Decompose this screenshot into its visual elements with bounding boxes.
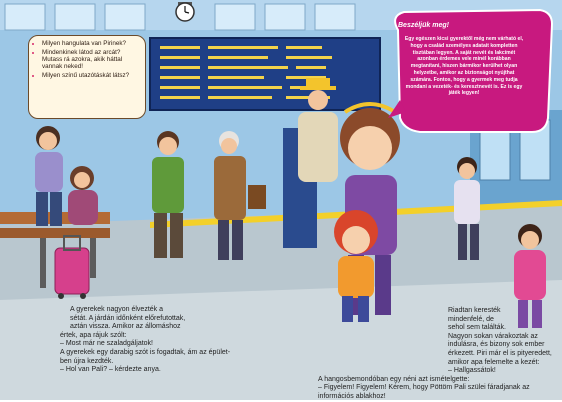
station-clock bbox=[176, 2, 194, 21]
story-line: Riadtan keresték bbox=[448, 307, 501, 314]
story-line: érkezett. Piri már el is pityeredett, bbox=[448, 349, 552, 357]
story-line: A hangosbemondóban egy néni azt ismételgette: bbox=[318, 375, 470, 383]
story-right bbox=[318, 307, 554, 402]
story-line: A gyerekek egy darabig szót is fogadtak, ám az épület- bbox=[60, 348, 231, 356]
talk-title: Beszéljük meg! bbox=[398, 22, 449, 29]
story-line: A gyerekek nagyon élvezték a bbox=[70, 306, 164, 313]
story-line: értek, apa rájuk szólt: bbox=[60, 331, 127, 339]
story-line: információs ablakhoz! bbox=[318, 392, 386, 400]
talk-body: Egy egészen kicsi gyerektől még nem várható el, hogy a család személyes adatait kompletten tisztában legyen. A saját nevét és lakcímét azonban érdemes vele minél korábban megtanítani, hiszen bármikor kerülhet olyan helyzetbe, amikor az biztonságot nyújthat számára. Fontos, hogy a gyermek meg tudja mondani a vezeték- és keresztnevét is. Ez is egy játék legyen! bbox=[404, 36, 524, 97]
story-line: indulásra, és bizony sok ember bbox=[448, 341, 545, 349]
story-line: Nagyon sokan várakoztak az bbox=[448, 332, 538, 340]
story-line: mindenfelé, de bbox=[448, 315, 494, 323]
seated-woman bbox=[68, 166, 98, 225]
question-item: • Milyen hangulata van Pirinek? bbox=[42, 40, 140, 47]
story-line: sehol sem találták. bbox=[448, 324, 506, 332]
story-line: aztán vissza. Amikor az állomáshoz bbox=[70, 323, 181, 331]
departure-board bbox=[150, 38, 380, 110]
story-line: – Figyelem! Figyelem! Kérem, hogy Pöttöm Pali szülei fáradjanak az bbox=[318, 384, 530, 392]
story-line: sétát. A járdán időnként előrefutottak, bbox=[70, 314, 186, 322]
story-left bbox=[60, 306, 260, 375]
story-line: – Most már ne szaladgáljatok! bbox=[60, 340, 153, 348]
story-line: – Hallgassátok! bbox=[448, 367, 496, 375]
story-line: – Hol van Pali? – kérdezte anya. bbox=[60, 366, 161, 374]
question-box bbox=[28, 35, 146, 119]
story-line: amikor apa felemelte a kezét: bbox=[448, 358, 540, 366]
question-item: • Milyen színű utazótáskát látsz? bbox=[42, 72, 140, 79]
question-item: • Mindenkinek látod az arcát? Mutass rá azokra, akik háttal vannak neked! bbox=[42, 49, 140, 71]
story-line: ben újra kezdték. bbox=[60, 357, 114, 365]
